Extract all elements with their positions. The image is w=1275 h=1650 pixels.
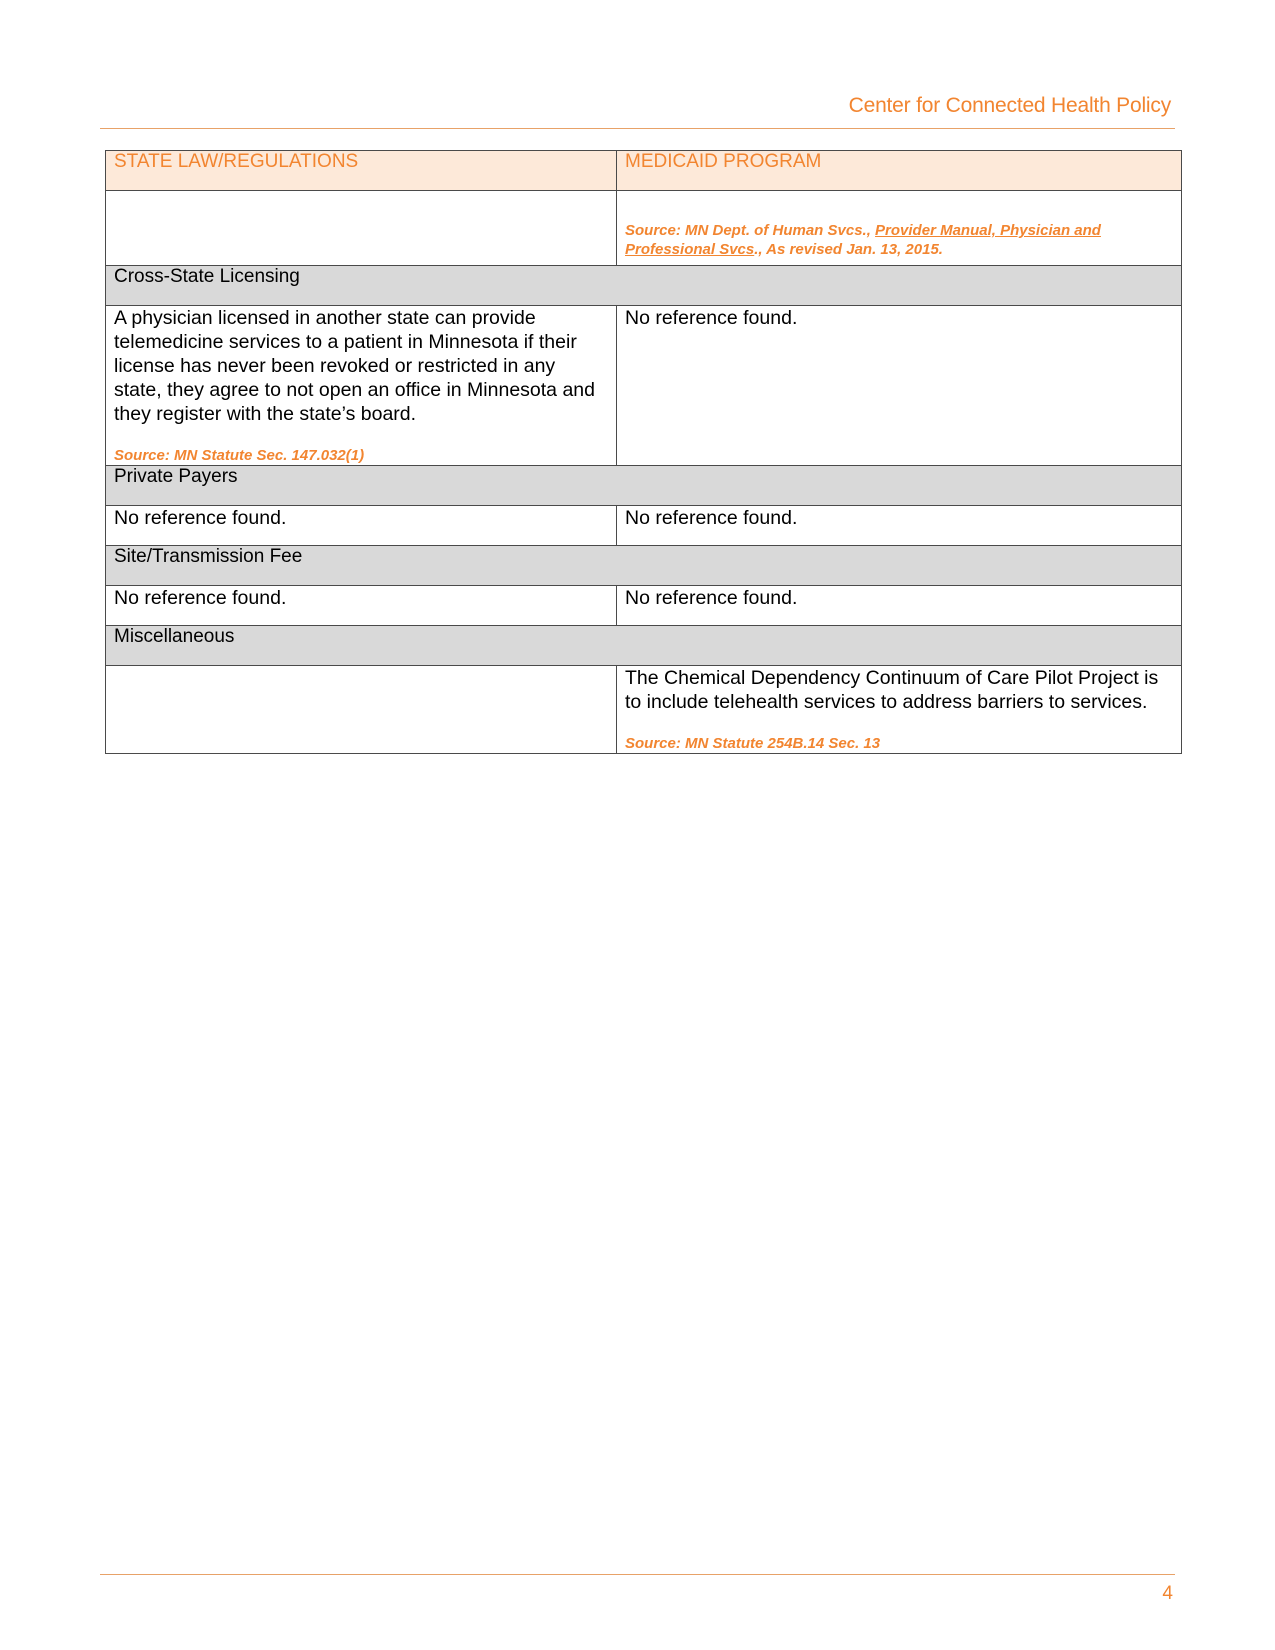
- source-prefix: Source: MN Dept. of Human Svcs.,: [625, 222, 876, 239]
- table-row: [106, 191, 1182, 266]
- table-header-row: [106, 151, 1182, 191]
- table-row: [106, 666, 1182, 754]
- page-number: 4: [1162, 1583, 1173, 1604]
- table-row: [106, 586, 1182, 626]
- state-law-cell-empty: [106, 191, 617, 266]
- section-row: [106, 546, 1182, 586]
- medicaid-cell: No reference found.: [617, 586, 1182, 626]
- state-law-cell-empty: [106, 666, 617, 754]
- medicaid-source-cell: [617, 191, 1182, 266]
- state-law-cell: [106, 306, 617, 466]
- section-row: [106, 466, 1182, 506]
- provider-manual-link[interactable]: Provider Manual, Physician and Professional Svcs: [625, 222, 1101, 258]
- state-law-cell: No reference found.: [106, 586, 617, 626]
- source-suffix: ., As revised Jan. 13, 2015.: [754, 241, 943, 258]
- source-citation: [625, 221, 1173, 259]
- state-law-text: A physician licensed in another state can provide telemedicine services to a patient in Minnesota if their license has never been revoked or restricted in any state, they agree to not open an office in Minnesota and they register with the state’s board.: [114, 307, 595, 425]
- table-row: [106, 506, 1182, 546]
- source-citation: Source: MN Statute 254B.14 Sec. 13: [625, 735, 881, 752]
- section-title-site-transmission-fee: Site/Transmission Fee: [106, 546, 1182, 586]
- medicaid-text: The Chemical Dependency Continuum of Care Pilot Project is to include telehealth services to address barriers to services.: [625, 667, 1159, 713]
- section-title-cross-state-licensing: Cross-State Licensing: [106, 266, 1182, 306]
- footer-divider: [100, 1574, 1175, 1575]
- medicaid-cell: [617, 666, 1182, 754]
- document-header-title: Center for Connected Health Policy: [848, 94, 1171, 117]
- section-row: [106, 266, 1182, 306]
- header-divider: [100, 128, 1175, 129]
- medicaid-cell: No reference found.: [617, 306, 1182, 466]
- policy-table: [105, 150, 1182, 754]
- section-title-miscellaneous: Miscellaneous: [106, 626, 1182, 666]
- column-header-medicaid: MEDICAID PROGRAM: [617, 151, 1182, 191]
- section-title-private-payers: Private Payers: [106, 466, 1182, 506]
- state-law-cell: No reference found.: [106, 506, 617, 546]
- column-header-state-law: STATE LAW/REGULATIONS: [106, 151, 617, 191]
- section-row: [106, 626, 1182, 666]
- medicaid-cell: No reference found.: [617, 506, 1182, 546]
- source-citation: Source: MN Statute Sec. 147.032(1): [114, 447, 365, 464]
- table-row: [106, 306, 1182, 466]
